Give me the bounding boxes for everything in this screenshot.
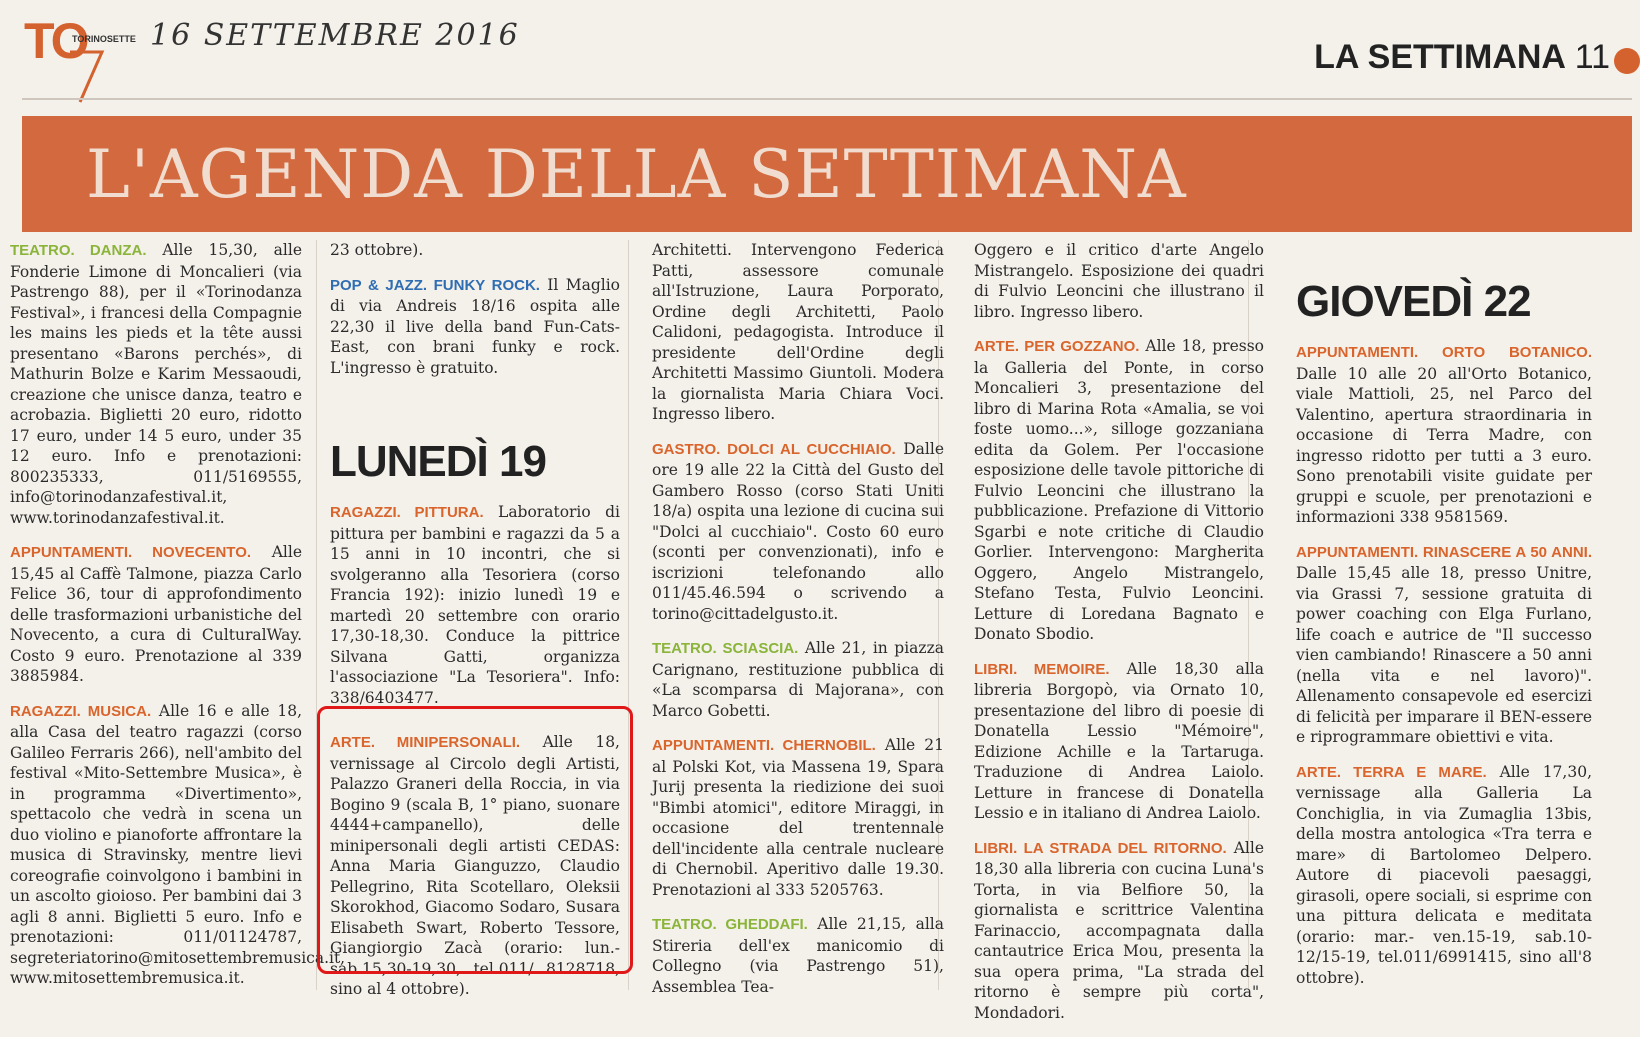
- listing: [10, 701, 346, 989]
- listing-body: Alle 18, vernissage al Circolo degli Artisti, Palazzo Graneri della Roccia, in via Bogino 9 (scala B, 1° piano, suonare 4444+campanello), delle minipersonali degli artisti CEDAS: Anna Maria Gianguzzo, Claudio Pellegrino, Rita Scotellaro, Oleksii Skorokhod, Giacomo Sodaro, Susara Elisabeth Swart, Roberto Tessore, Giangiorgio Zacà (orario: lun.-sab.15,30-19,30, tel.011/ 8128718, sino al 4 ottobre).: [330, 733, 620, 998]
- listing-body: Dalle 10 alle 20 all'Orto Botanico, viale Mattioli, 25, nel Parco del Valentino, apertura straordinaria in occasione di Terra Madre, con ingresso ridotto per tutti a 3 euro. Sono prenotabili visite guidate per gruppi e scuole, per prenotazioni e informazioni 338 9581569.: [1296, 364, 1592, 526]
- category-label: ARTE. TERRA E MARE.: [1296, 763, 1487, 781]
- listing-body: Il Maglio di via Andreis 18/16 ospita alle 22,30 il live della band Fun-Cats-East, con brani funky e rock. L'ingresso è gratuito.: [330, 275, 620, 377]
- handwritten-date: 16 SETTEMBRE 2016: [150, 18, 520, 53]
- category-label: TEATRO. GHEDDAFI.: [652, 916, 808, 933]
- highlight-box: [317, 706, 633, 974]
- column-1: [10, 240, 346, 1003]
- category-label: LIBRI. LA STRADA DEL RITORNO.: [974, 839, 1227, 857]
- listing-body: Alle 18,30 alla libreria Borgopò, via Ornato 10, presentazione del libro di poesie di Donatella Lessio "Mémoire", Edizione Achille e la Tartaruga. Traduzione di Andrea Laiolo. Letture in francese di Donatella Lessio e in italiano di Andrea Laiolo.: [974, 659, 1264, 822]
- listing-body: Alle 16 e alle 18, alla Casa del teatro ragazzi (corso Galileo Ferraris 266), nell'ambito del festival «Mito-Settembre Musica», è in programma «Divertimento», spettacolo che vedrà in scena un duo violino e pianoforte affrontare la musica di Stravinsky, mentre lievi coreografie coinvolgono i bambini in un ascolto gioioso. Per bambini dai 3 agli 8 anni. Biglietti 5 euro. Info e prenotazioni: 011/01124787, segreteriatorino@mitosettembremusica.it, www.mitosettembremusica.it.: [10, 701, 346, 987]
- listing: [974, 659, 1264, 824]
- listing-body: Dalle ore 19 alle 22 la Città del Gusto del Gambero Rosso (corso Stati Uniti 18/a) ospita una lezione di cucina sui "Dolci al cucchiaio". Costo 60 euro (sconti per convenzionati), info e iscrizioni telefonando allo 011/45.46.594 o scrivendo a torino@cittadelgusto.it.: [652, 439, 944, 623]
- category-label: LIBRI. MEMOIRE.: [974, 660, 1110, 678]
- listing-body: Alle 21,15, alla Stireria dell'ex manicomio di Collegno (via Pastrengo 51), Assemblea Tea-: [652, 915, 945, 996]
- day-heading: GIOVEDÌ 22: [1296, 277, 1531, 326]
- page-number: 11: [1574, 38, 1610, 76]
- listing: [330, 502, 620, 708]
- listing-body: Alle 15,45 al Caffè Talmone, piazza Carlo Felice 36, tour di approfondimento delle trasformazioni urbanistiche del Novecento, a cura di CulturalWay. Costo 9 euro. Prenotazione al 339 3885984.: [10, 543, 302, 685]
- red-dot-icon: [1614, 48, 1640, 74]
- column-4: [974, 240, 1264, 1037]
- torinosette-logo-subtitle: TORINOSETTE: [72, 34, 136, 44]
- column-3: [652, 240, 944, 1011]
- header-rule: [22, 98, 1632, 100]
- listing: [652, 914, 944, 997]
- listing-body: Alle 18,30 alla libreria con cucina Luna's Torta, in via Belfiore 50, la giornalista e scrittrice Valentina Farinaccio, accompagnata dalla cantautrice Erica Mou, presenta la sua opera prima, "La strada del ritorno è sempre più corta", Mondadori.: [974, 838, 1264, 1022]
- banner-title: L'AGENDA DELLA SETTIMANA: [86, 136, 1187, 213]
- category-label: ARTE. PER GOZZANO.: [974, 338, 1140, 355]
- section-title: LA SETTIMANA: [1314, 38, 1566, 76]
- column-5: [1296, 240, 1592, 1002]
- category-label: ARTE. MINIPERSONALI.: [330, 734, 521, 751]
- listing: [1296, 542, 1592, 748]
- listing: [330, 275, 620, 379]
- category-label: APPUNTAMENTI. RINASCERE A 50 ANNI.: [1296, 543, 1592, 561]
- listing: [974, 336, 1264, 645]
- listing-continued: 23 ottobre).: [330, 241, 424, 259]
- listing: [10, 240, 302, 528]
- category-label: APPUNTAMENTI. CHERNOBIL.: [652, 737, 876, 754]
- category-label: GASTRO. DOLCI AL CUCCHIAIO.: [652, 440, 896, 458]
- masthead: [0, 0, 1640, 112]
- listing-body: Alle 17,30, vernissage alla Galleria La Conchiglia, in via Zumaglia 13bis, della mostra antologica «Tra terra e mare» di Bartolomeo Delpero. Autore di piacevoli paesaggi, girasoli, opere sociali, si esprime con una pittura delicata e meditata (orario: mar.- ven.15-19, sab.10-12/15-19, tel.011/6991415, sino all'8 ottobre).: [1296, 762, 1592, 987]
- listing-body: Alle 21 al Polski Kot, via Massena 19, Spara Jurij presenta la riedizione dei suoi "Bimbi atomici", editore Miraggi, in occasione del trentennale dell'incidente alla centrale nucleare di Chernobil. Aperitivo dalle 19.30. Prenotazioni al 333 5205763.: [652, 736, 944, 899]
- listing: [652, 439, 944, 625]
- category-label: TEATRO. DANZA.: [10, 242, 147, 259]
- seven-logo-icon: [68, 48, 106, 104]
- listing: [1296, 762, 1592, 989]
- listing: [652, 638, 944, 721]
- listing-continued: Architetti. Intervengono Federica Patti, assessore comunale all'Istruzione, Laura Porporato, Ordine degli Architetti, Paolo Calidoni, pedagogista. Introduce il presidente dell'Ordine degli Architetti Massimo Giuntoli. Modera la giornalista Maria Chiara Voci. Ingresso libero.: [652, 241, 944, 423]
- listing-body: Dalle 15,45 alle 18, presso Unitre, via Grassi 7, sessione gratuita di power coaching con Elga Furlano, life coach e autrice de "Il successo vien cambiando! Rinascere a 50 anni (nella vita e nel lavoro)". Allenamento consapevole ed esercizi di felicità per imparare il BEN-essere e riprogrammare obiettivi e vita.: [1296, 564, 1592, 746]
- listing-body: Laboratorio di pittura per bambini e ragazzi da 5 a 15 anni in 10 incontri, che si svolgeranno alla Tesoriera (corso Francia 192): inizio lunedì 19 e martedì 20 settembre con orario 17,30-18,30. Conduce la pittrice Silvana Gatti, organizza l'associazione "La Tesoriera". Info: 338/6403477.: [330, 503, 620, 707]
- category-label: APPUNTAMENTI. ORTO BOTANICO.: [1296, 344, 1592, 361]
- listing: [974, 838, 1264, 1024]
- day-heading: LUNEDÌ 19: [330, 437, 546, 486]
- listing: [10, 542, 302, 687]
- listing-continued: Oggero e il critico d'arte Angelo Mistrangelo. Esposizione dei quadri di Fulvio Leoncini che illustrano il libro. Ingresso libero.: [974, 241, 1264, 321]
- listing-body: Alle 15,30, alle Fonderie Limone di Moncalieri (via Pastrengo 88), per il «Torinodanza Festival», i francesi della Compagnie les mains les pieds et la tête aussi presentano «Barons perchés», di Mathurin Bolze e Karim Messaoudi, creazione che unisce danza, teatro e acrobazia. Biglietti 20 euro, ridotto 17 euro, under 14 5 euro, under 35 12 euro. Info e prenotazioni: 800235333, 011/5169555, info@torinodanzafestival.it, www.torinodanzafestival.it.: [10, 241, 302, 527]
- listing: [1296, 342, 1592, 528]
- agenda-banner: [22, 116, 1632, 232]
- category-label: POP & JAZZ. FUNKY ROCK.: [330, 276, 540, 294]
- listing-body: Alle 21, in piazza Carignano, restituzione pubblica di «La scomparsa di Majorana», con Marco Gobetti.: [652, 639, 944, 720]
- category-label: RAGAZZI. MUSICA.: [10, 702, 152, 720]
- torinosette-logo: TO: [24, 13, 87, 69]
- listing: [652, 735, 944, 900]
- category-label: APPUNTAMENTI. NOVECENTO.: [10, 544, 252, 561]
- category-label: TEATRO. SCIASCIA.: [652, 640, 799, 657]
- listing-body: Alle 18, presso la Galleria del Ponte, in corso Moncalieri 3, presentazione del libro di Marina Rota «Amalia, se voi foste uomo...», silloge gozzaniana edita da Golem. Per l'occasione esposizione delle tavole pittoriche di Fulvio Leoncini che illustrano la pubblicazione. Prefazione di Vittorio Sgarbi e note critiche di Claudio Gorlier. Intervengono: Margherita Oggero, Angelo Mistrangelo, Stefano Testa, Fulvio Leoncini. Letture di Loredana Bagnato e Donato Sbodio.: [974, 337, 1264, 643]
- category-label: RAGAZZI. PITTURA.: [330, 504, 484, 521]
